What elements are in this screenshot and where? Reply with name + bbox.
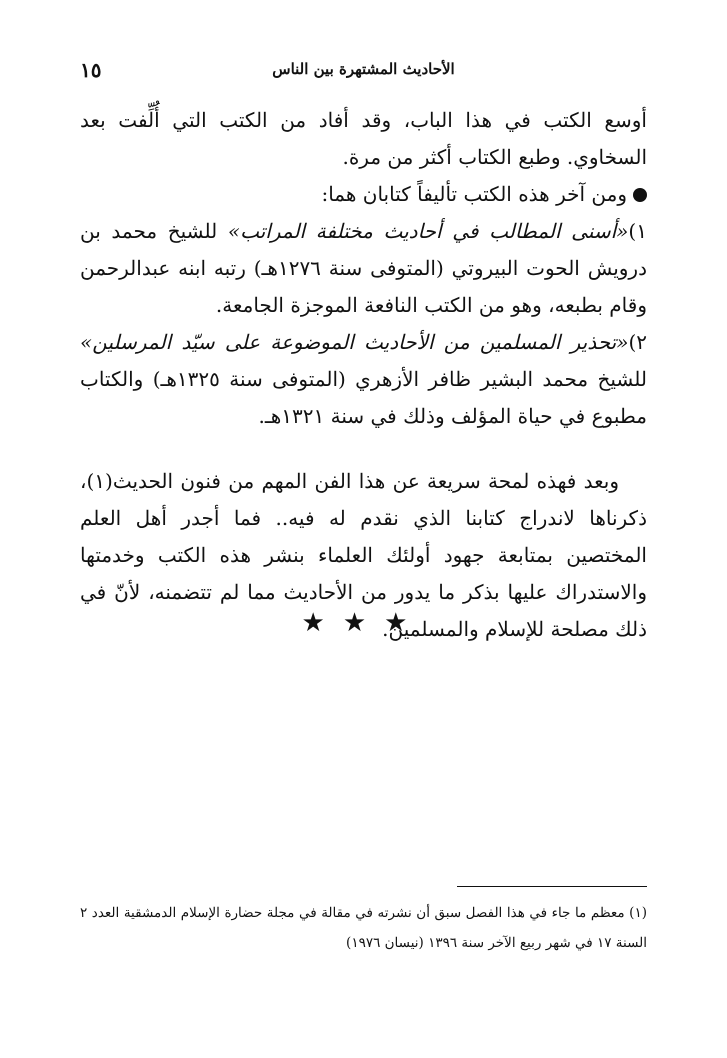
running-title: الأحاديث المشتهرة بين الناس: [272, 60, 455, 78]
item-description: للشيخ محمد البشير ظافر الأزهري (المتوفى سنة ١٣٢٥هـ) والكتاب مطبوع في حياة المؤلف وذلك في سنة ١٣٢١هـ.: [80, 367, 647, 428]
item-number: ٢): [628, 330, 647, 354]
list-item-book-1: [80, 213, 647, 324]
paragraph-recent-books: [80, 176, 647, 213]
book-title: «تحذير المسلمين من الأحاديث الموضوعة على سيّد المرسلين»: [80, 330, 629, 354]
list-item-book-2: [80, 324, 647, 435]
footnote-divider: [457, 886, 647, 887]
recent-books-text: ومن آخر هذه الكتب تأليفاً كتابان هما:: [321, 182, 627, 206]
item-description: للشيخ محمد بن درويش الحوت البيروتي (المتوفى سنة ١٢٧٦هـ) رتبه ابنه عبدالرحمن وقام بطبعه، وهو من الكتب النافعة الموجزة الجامعة.: [80, 219, 647, 317]
bullet-icon: [633, 188, 647, 202]
main-text: [80, 102, 647, 648]
page-header: [80, 58, 647, 88]
item-number: ١): [628, 219, 647, 243]
paragraph-intro: أوسع الكتب في هذا الباب، وقد أفاد من الكتب التي أُلِّفت بعد السخاوي. وطبع الكتاب أكثر من مرة.: [80, 108, 647, 169]
book-title: «أسنى المطالب في أحاديث مختلفة المراتب»: [227, 219, 629, 243]
page-number: ١٥: [80, 58, 102, 82]
footnote: (١) معظم ما جاء في هذا الفصل سبق أن نشرته في مقالة في مجلة حضارة الإسلام الدمشقية العدد ٢ السنة ١٧ في شهر ربيع الآخر سنة ١٣٩٦ (نيسان ١٩٧٦): [80, 905, 647, 951]
section-separator-stars: ★★★: [301, 608, 426, 638]
paragraph-conclusion: وبعد فهذه لمحة سريعة عن هذا الفن المهم من فنون الحديث(١)، ذكرناها لاندراج كتابنا الذي نقدم له فيه.. فما أجدر أهل العلم المختصين بمتابعة جهود أولئك العلماء بنشر هذه الكتب وخدمتها والاستدراك عليها بذكر ما يدور من الأحاديث مما لم تتضمنه، لأنّ في ذلك مصلحة للإسلام والمسلمين.: [80, 469, 647, 641]
paragraph-gap: [80, 435, 647, 463]
